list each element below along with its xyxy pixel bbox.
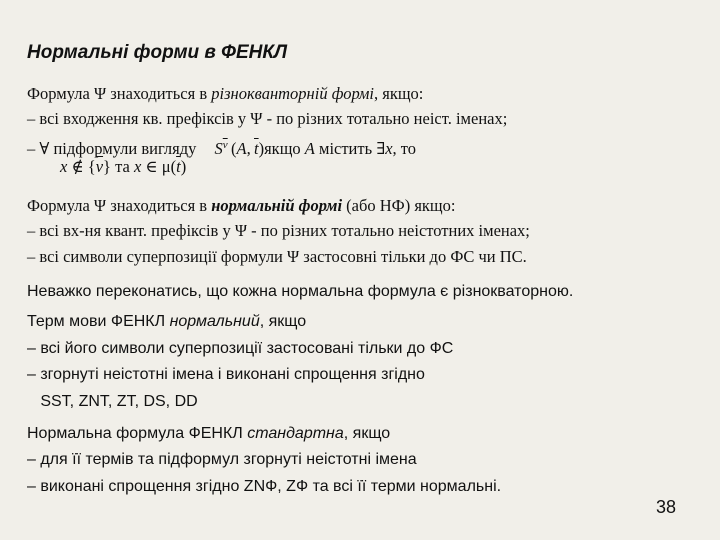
p4-text: Терм мови ФЕНКЛ — [27, 313, 170, 330]
formula-x: x — [133, 157, 142, 176]
formula-text: ∈ μ( — [141, 157, 177, 176]
p4-line-2: – всі його символи суперпозиції застосовані тільки до ФС — [27, 340, 454, 357]
p5-term: стандартна — [247, 425, 344, 442]
p4-line-1 — [27, 312, 306, 332]
p1-text: – ∀ підформули вигляду — [27, 139, 197, 158]
p2-text: (або НФ) якщо: — [342, 196, 456, 215]
p5-line-1 — [27, 424, 390, 444]
page-number: 38 — [655, 497, 676, 517]
formula-text: ∉ { — [67, 157, 96, 176]
p2-line-1 — [27, 196, 455, 216]
p4-text: , якщо — [259, 313, 307, 330]
p1-text: якщо — [264, 139, 305, 158]
formula-v: $\overline{v}$ — [95, 157, 104, 176]
formula-sup: v — [222, 139, 228, 151]
p5-line-3: – виконані спрощення згідно ZNФ, ZФ та всі її терми нормальні. — [27, 478, 502, 495]
p4-term: нормальний — [169, 313, 260, 330]
p1-text: , якщо: — [374, 84, 424, 103]
formula-arg-t: $\overline{t}$ — [254, 139, 259, 158]
p5-line-2: – для її термів та підформул згорнуті неістотні імена — [27, 451, 417, 468]
p4-line-3: – згорнуті неістотні імена і виконані спрощення згідно — [27, 366, 425, 383]
psi-symbol: Ψ — [93, 84, 107, 103]
formula-text: } та — [103, 157, 134, 176]
formula-text: ) — [180, 157, 187, 176]
p1-line-2: – всі входження кв. префіксів у Ψ - по різних тотально неіст. іменах; — [27, 109, 508, 128]
p4-line-4: SST, ZNT, ZT, DS, DD — [27, 393, 198, 410]
formula-x: x — [60, 157, 68, 176]
p3-line: Неважко переконатись, що кожна нормальна формула є різнокваторною. — [27, 283, 574, 300]
p1-line-4 — [60, 157, 186, 177]
p1-line-1 — [27, 84, 423, 104]
substitution-formula: $S^{\overline{v}}$ (A, $\overline{t}$) — [214, 139, 265, 158]
p2-line-3: – всі символи суперпозиції формули Ψ застосовні тільки до ФС чи ПС. — [27, 247, 527, 266]
formula-a: A — [304, 139, 315, 158]
p5-text: , якщо — [343, 425, 391, 442]
p1-text: містить ∃ — [314, 139, 386, 158]
p1-text: знаходиться в — [106, 84, 212, 103]
p1-line-3 — [27, 135, 416, 159]
formula-s: S — [214, 139, 223, 158]
p5-text: Нормальна формула ФЕНКЛ — [27, 425, 248, 442]
p1-text: Формула — [27, 84, 94, 103]
formula-t: $\overline{t}$ — [176, 157, 181, 176]
p2-term: нормальній формі — [211, 196, 343, 215]
p2-text: Формула Ψ знаходиться в — [27, 196, 212, 215]
slide-title: Нормальні форми в ФЕНКЛ — [27, 42, 288, 63]
p2-line-2: – всі вх-ня квант. префіксів у Ψ - по різних тотально неістотних іменах; — [27, 221, 530, 240]
formula-arg-a: A — [236, 139, 247, 158]
formula-x: x — [385, 139, 393, 158]
p1-text: , то — [392, 139, 417, 158]
p1-term: різнокванторній формі — [211, 84, 374, 103]
